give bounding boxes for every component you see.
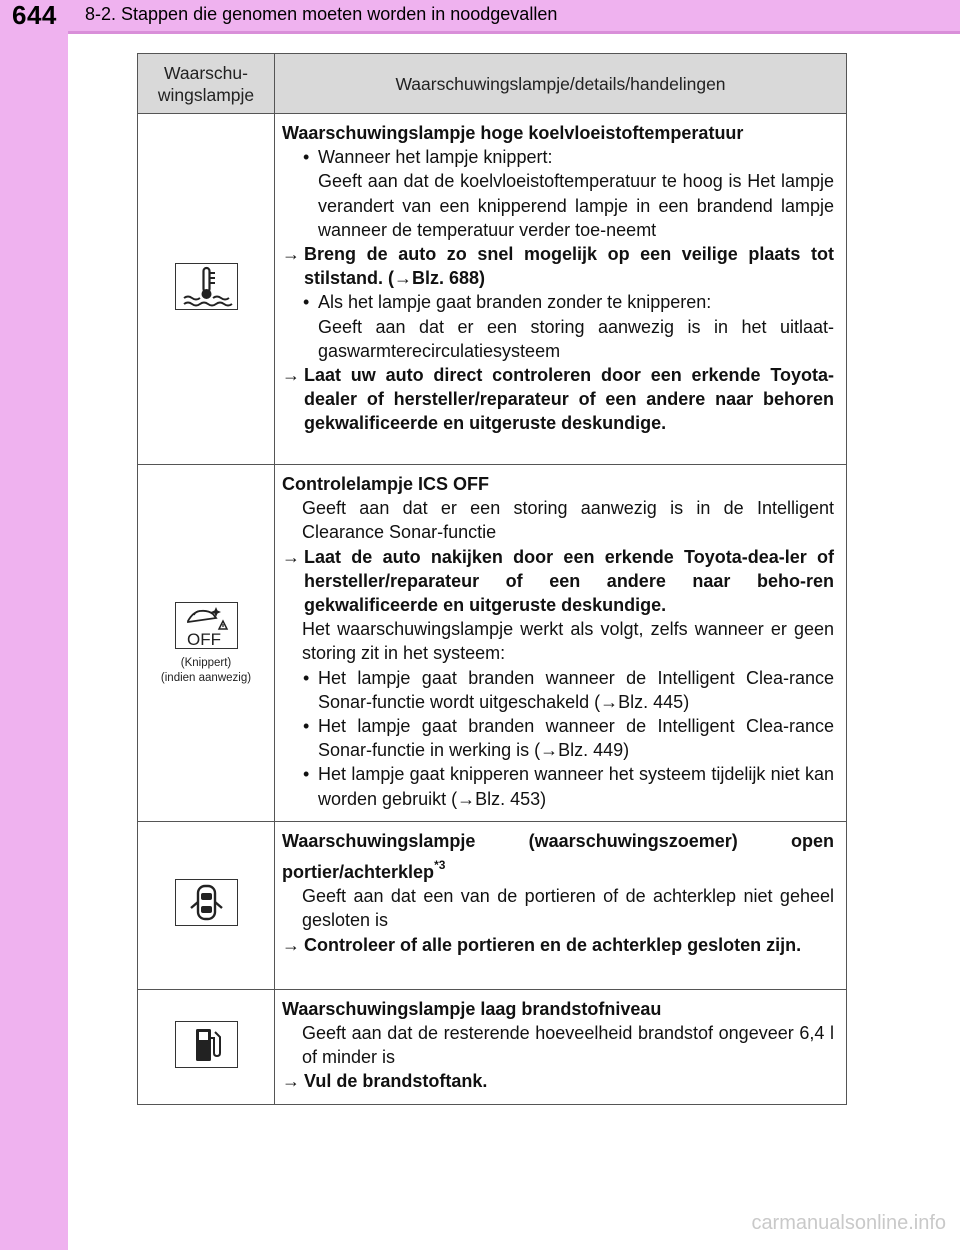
icon-cell <box>138 114 275 465</box>
description: Het waarschuwingslampje werkt als volgt, zelfs wanneer er geen storing zit in het systeem: <box>302 619 834 664</box>
action-item: → Laat de auto nakijken door een erkende Toyota-dea-ler of hersteller/reparateur of een andere naar beho-ren gekwalificeerde en uitgeruste deskundige. <box>282 546 834 616</box>
header-col-icon: Waarschu- wingslampje <box>138 54 275 114</box>
open-door-icon <box>175 879 238 926</box>
action-item: → Vul de brandstoftank. <box>282 1071 488 1092</box>
bullet-item: • Het lampje gaat knipperen wanneer het systeem tijdelijk niet kan worden gebruikt (→Blz. 453) <box>282 762 834 810</box>
warning-lights-table <box>137 53 847 1105</box>
chapter-sidebar <box>0 0 68 1250</box>
bullet-item: • Als het lampje gaat branden zonder te knipperen: <box>282 290 834 314</box>
description: Geeft aan dat de resterende hoeveelheid brandstof ongeveer 6,4 l of minder is <box>302 1023 834 1068</box>
icon-cell <box>138 989 275 1104</box>
table-row <box>138 989 847 1104</box>
icon-caption: (Knippert) <box>180 656 232 669</box>
warning-title: Waarschuwingslampje hoge koelvloeistoftemperatuur <box>282 123 744 143</box>
table-row <box>138 114 847 465</box>
icon-cell <box>138 465 275 822</box>
header-col-details: Waarschuwingslampje/details/handelingen <box>275 54 847 114</box>
details-cell <box>275 114 847 465</box>
table-header-row <box>138 54 847 114</box>
details-cell <box>275 989 847 1104</box>
bullet-item: • Het lampje gaat branden wanneer de Intelligent Clea-rance Sonar-functie wordt uitgeschakeld (→Blz. 445) <box>282 666 834 714</box>
description: Geeft aan dat er een storing aanwezig is in de Intelligent Clearance Sonar-functie <box>302 498 834 543</box>
coolant-temperature-icon <box>175 263 238 310</box>
warning-title: Controlelampje ICS OFF <box>282 474 490 494</box>
section-title: 8-2. Stappen die genomen moeten worden in noodgevallen <box>85 4 558 24</box>
table-row <box>138 821 847 989</box>
page-number: 644 <box>12 0 57 30</box>
bullet-item: • Wanneer het lampje knippert: <box>282 145 834 169</box>
ics-off-icon <box>175 602 238 649</box>
bullet-detail: Geeft aan dat de koelvloeistoftemperatuur te hoog is Het lampje verandert van een knipperend lampje in een brandend lampje wanneer de temperatuur verder toe-neemt <box>318 171 834 240</box>
table-row <box>138 465 847 822</box>
warning-title: Waarschuwingslampje (waarschuwingszoemer) open portier/achterklep$^{*3}$ <box>282 830 834 883</box>
icon-cell <box>138 821 275 989</box>
action-item: → Laat uw auto direct controleren door een erkende Toyota-dealer of hersteller/reparateur of een andere naar behoren gekwalificeerde en uitgeruste deskundige. <box>282 365 834 434</box>
action-item: → Controleer of alle portieren en de achterklep gesloten zijn. <box>282 934 802 955</box>
details-cell <box>275 465 847 822</box>
action-item: → Breng de auto zo snel mogelijk op een veilige plaats tot stilstand. (→Blz. 688) <box>282 244 834 289</box>
watermark: carmanualsonline.info <box>751 1212 946 1234</box>
header-rule <box>68 31 960 34</box>
bullet-item: • Het lampje gaat branden wanneer de Intelligent Clea-rance Sonar-functie in werking is (→Blz. 449) <box>282 714 834 762</box>
details-cell <box>275 821 847 989</box>
low-fuel-icon <box>175 1021 238 1068</box>
bullet-detail: Geeft aan dat er een storing aanwezig is in het uitlaat-gaswarmterecirculatiesysteem <box>318 316 834 361</box>
icon-caption: (indien aanwezig) <box>160 671 252 684</box>
ics-off-icon-text: OFF <box>186 629 221 648</box>
description: Geeft aan dat een van de portieren of de achterklep niet geheel gesloten is <box>302 886 834 931</box>
warning-title: Waarschuwingslampje laag brandstofniveau <box>282 998 662 1019</box>
